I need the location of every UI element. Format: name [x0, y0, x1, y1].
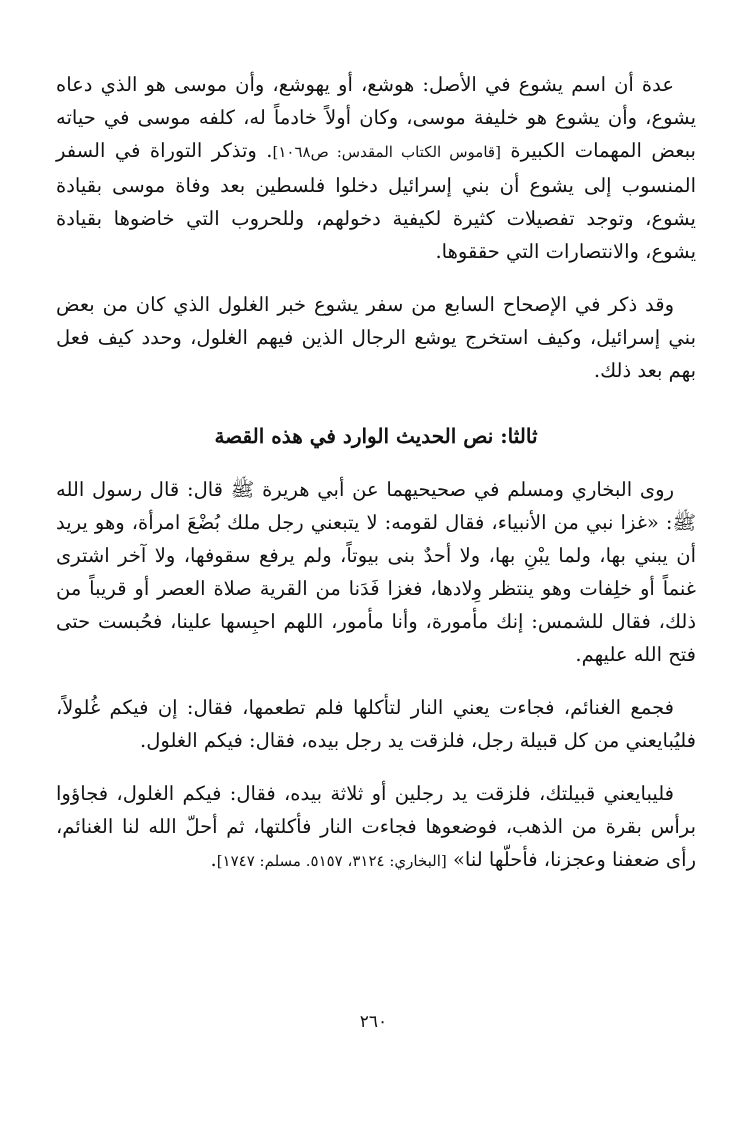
paragraph-5-reference: [البخاري: ٣١٢٤، ٥١٥٧. مسلم: ١٧٤٧]: [216, 852, 447, 870]
paragraph-5-end: .: [210, 848, 217, 871]
section-heading: ثالثا: نص الحديث الوارد في هذه القصة: [214, 424, 538, 448]
paragraph-1-continuation: . وتذكر التوراة في السفر المنسوب إلى يشوع أن بني إسرائيل دخلوا فلسطين بعد وفاة موسى بقيادة يشوع، وتوجد تفصيلات كثيرة لكيفية دخولهم، وللحروب التي خاضوها بقيادة يشوع، والانتصارات التي حققوها.: [56, 139, 696, 263]
page-number: ٢٦٠: [359, 1012, 388, 1032]
paragraph-2: وقد ذكر في الإصحاح السابع من سفر يشوع خبر الغلول الذي كان من بعض بني إسرائيل، وكيف استخرج يوشع الرجال الذين فيهم الغلول، وحدد كيف فعل بهم بعد ذلك.: [56, 293, 696, 382]
paragraph-5: [56, 777, 696, 878]
paragraph-3: روى البخاري ومسلم في صحيحيهما عن أبي هريرة ﷺ قال: قال رسول الله ﷺ: «غزا نبي من الأنبياء، فقال لقومه: لا يتبعني رجل ملك بُضْعَ امرأة، وهو يريد أن يبني بها، ولما يبْنِ بها، ولا أحدٌ بنى بيوتاً، ولم يرفع سقوفها، ولا آخر اشترى غنماً أو خلِفات وهو ينتظر وِلادها، فغزا فَدَنا من القرية صلاة العصر أو قريباً من ذلك، فقال للشمس: إنك مأمورة، وأنا مأمور، اللهم احبِسها علينا، فحُبست حتى فتح الله عليهم.: [56, 478, 696, 666]
paragraph-1-reference: [قاموس الكتاب المقدس: ص١٠٦٨]: [272, 143, 501, 161]
page-body: [56, 68, 696, 878]
paragraph-4: فجمع الغنائم، فجاءت يعني النار لتأكلها فلم تطعمها، فقال: إن فيكم غُلولاً، فليُبايعني من كل قبيلة رجل، فلزقت يد رجل بيده، فقال: فيكم الغلول.: [56, 696, 696, 752]
paragraph-1: [56, 68, 696, 268]
paragraph-1-text: عدة أن اسم يشوع في الأصل: هوشع، أو يهوشع، وأن موسى هو الذي دعاه يشوع، وأن يشوع هو خليفة موسى، وكان أولاً خادماً له، كلفه موسى في حياته ببعض المهمات الكبيرة: [56, 73, 696, 162]
paragraph-5-text: فليبايعني قبيلتك، فلزقت يد رجلين أو ثلاثة بيده، فقال: فيكم الغلول، فجاؤوا برأس بقرة من الذهب، فوضعوها فجاءت النار فأكلتها، ثم أحلّ الله لنا الغنائم، رأى ضعفنا وعجزنا، فأحلّها لنا»: [56, 782, 696, 871]
